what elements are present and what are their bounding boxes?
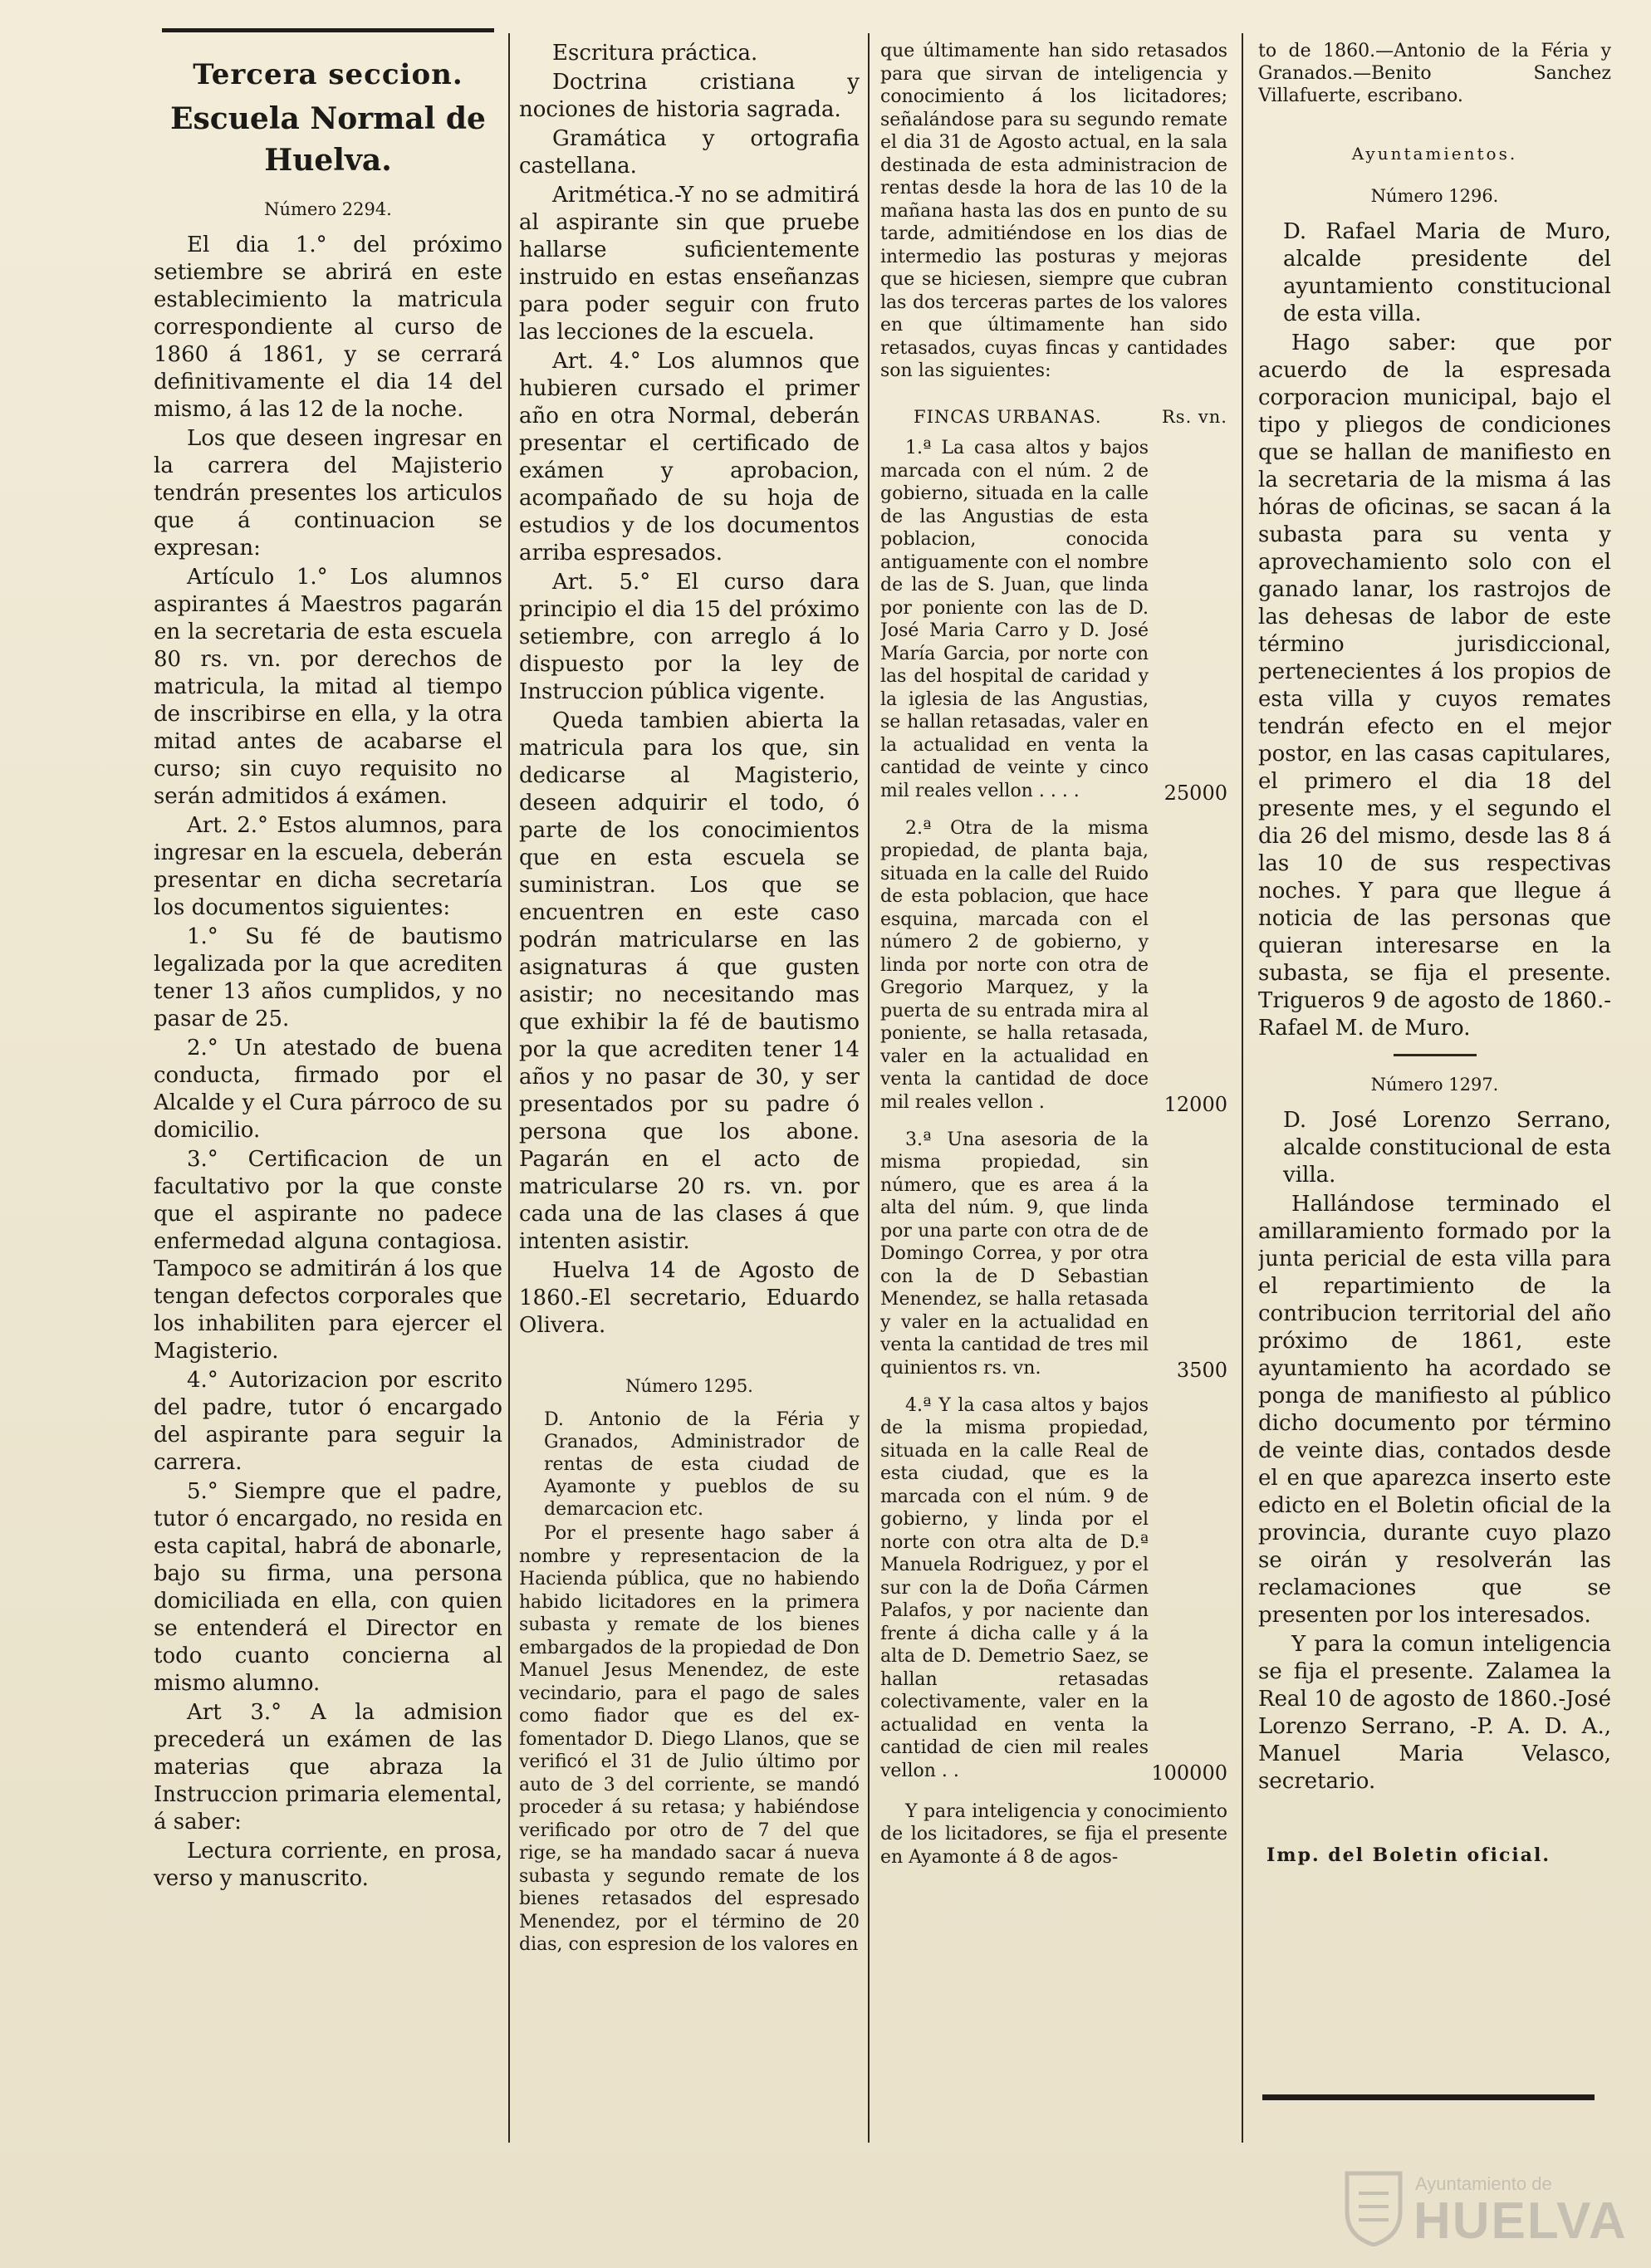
column-1 [154,40,502,2133]
paragraph: Queda tambien abierta la matricula para los que, sin dedicarse al Magisterio, deseen adquirir el todo, ó parte de los conocimientos que en esta escuela se suministran. Los que se encuentren en este caso podrán matricularse en las asignaturas á que gusten asistir; no necesitando mas que exhibir la fé de bautismo por la que acrediten tener 14 años y no pasar de 30, y ser presentados por su padre ó persona que los abone. Pagarán en el acto de matricularse 20 rs. vn. por cada una de las clases á que intenten asistir. [519,708,860,1254]
list-item [880,1129,1227,1383]
column-4 [1258,40,1611,2166]
list-item [880,1394,1227,1785]
paragraph: Por el presente hago saber á nombre y representacion de la Hacienda pública, que no habiendo habido licitadores en la primera subasta y remate de los bienes embargados de la propiedad de Don Manuel Jesus Menendez, de este vecindario, para el pago de sales como fiador que es del ex-fomentador D. Diego Llanos, que se verificó el 31 de Julio último por auto de 3 del corriente, se mandó proceder á su retasa; y habiéndose verificado por otro de 7 del que rige, se ha mandado sacar á nueva subasta y segundo remate de los bienes retasados del espresado Menendez, por el término de 20 dias, con espresion de los valores en [519,1523,860,1955]
paragraph: que últimamente han sido retasados para que sirvan de inteligencia y conocimiento á los licitadores; señalándose para su segundo remate el dia 31 de Agosto actual, en la sala destinada de esta administracion de rentas desde la hora de las 10 de la mañana hasta las dos en punto de su tarde, admitiéndose en los dias de intermedio las posturas y mejoras que se hiciesen, siempre que cubran las dos terceras partes de los valores en que últimamente han sido retasados, cuyas fincas y cantidades son las siguientes: [880,41,1227,381]
school-title: Escuela Normal de Huelva. [170,101,486,178]
notice-number: Número 1296. [1370,186,1499,206]
paragraph: Artículo 1.° Los alumnos aspirantes á Maestros pagarán en la secretaria de esta escuela 80 rs. vn. por derechos de matricula, la mitad al tiempo de inscribirse en ella, y la otra mitad antes de acabarse el curso; sin cuyo requisito no serán admitidos á exámen. [154,565,502,809]
paragraph: Hago saber: que por acuerdo de la espresada corporacion municipal, bajo el tipo y pliegos de condiciones que se hallan de manifiesto en la secretaria de la misma á las hóras de oficinas, se sacan á la subasta para su venta y aprovechamiento solo con el ganado lanar, los rastrojos de las dehesas de labor de este término jurisdiccional, pertenecientes á los propios de esta villa y cuyos remates tendrán efecto en el mejor postor, en las casas capitulares, el primero el dia 18 del presente mes, y el segundo el dia 26 del mismo, desde las 8 á las 10 de sus respectivas noches. Y para que llegue á noticia de las personas que quieran interesarse en la subasta, se fija el presente. Trigueros 9 de agosto de 1860.-Rafael M. de Muro. [1258,331,1611,1041]
finca-value: 25000 [1164,781,1227,805]
paragraph: El dia 1.° del próximo setiembre se abrirá en este establecimiento la matricula correspondiente al curso de 1860 á 1861, y se cerrará definitivamente el dia 14 del mismo, á las 12 de la noche. [154,233,502,422]
paragraph: 3.° Certificacion de un facultativo por la que conste que el aspirante no padece enfermedad alguna contagiosa. Tampoco se admitirán á los que tengan defectos corporales que los inhabiliten para ejercer el Magisterio. [154,1147,502,1364]
paragraph: Huelva 14 de Agosto de 1860.-El secretario, Eduardo Olivera. [519,1258,860,1338]
watermark-title: HUELVA [1413,2192,1628,2250]
column-rule-2 [868,33,870,2143]
notice-number: Número 1297. [1370,1075,1499,1095]
finca-value: 100000 [1151,1761,1227,1785]
column-3 [880,40,1227,2166]
list-item [880,437,1227,806]
list-item [880,817,1227,1117]
paragraph: Art. 4.° Los alumnos que hubieren cursado el primer año en otra Normal, deberán presentar el certificado de exámen y aprobacion, acompañado de su hoja de estudios y de los documentos arriba espresados. [519,349,860,566]
separator-rule [1394,1054,1477,1056]
paragraph: Art 3.° A la admision precederá un exámen de las materias que abraza la Instruccion primaria elemental, á saber: [154,1700,502,1834]
finca-value: 12000 [1164,1093,1227,1116]
section-title: Ayuntamientos. [1351,144,1518,164]
column-rule-1 [508,33,510,2143]
notice-heading: D. Antonio de la Féria y Granados, Administrador de rentas de esta ciudad de Ayamonte y pueblos de su demarcacion etc. [544,1409,860,1520]
paragraph: Art. 5.° El curso dara principio el dia 15 del próximo setiembre, con arreglo á lo dispuesto por la ley de Instruccion pública vigente. [519,570,860,704]
paragraph: Gramática y ortografia castellana. [519,126,860,179]
paragraph: Y para la comun inteligencia se fija el presente. Zalamea la Real 10 de agosto de 1860.-José Lorenzo Serrano, -P. A. D. A., Manuel Maria Velasco, secretario. [1258,1632,1611,1794]
paragraph: 5.° Siempre que el padre, tutor ó encargado, no resida en esta capital, habrá de abonarle, bajo su firma, una persona domiciliada en ella, con quien se entenderá el Director en todo cuanto concierna al mismo alumno. [154,1479,502,1696]
finca-text: 1.ª La casa altos y bajos marcada con el núm. 2 de gobierno, situada en la calle de las Angustias de esta poblacion, conocida antiguamente con el nombre de las de S. Juan, que linda por poniente con las de D. José Maria Carro y D. José María Garcia, por norte con las del hospital de caridad y la iglesia de las Angustias, se hallan retasadas, valer en la actualidad en venta la cantidad de veinte y cinco mil reales vellon . . . . [880,438,1149,801]
paragraph: Escritura práctica. [552,41,758,66]
finca-value: 3500 [1176,1359,1227,1382]
crest-icon [1340,2170,1407,2246]
paragraph: Aritmética.-Y no se admitirá al aspirante sin que pruebe hallarse suficientemente instruido en estas enseñanzas para poder seguir con fruto las lecciones de la escuela. [519,183,860,345]
column-2 [519,40,860,2149]
notice-heading: D. Rafael Maria de Muro, alcalde presidente del ayuntamiento constitucional de esta villa. [1283,219,1611,326]
paragraph: Y para inteligencia y conocimiento de los licitadores, se fija el presente en Ayamonte á 8 de agos- [880,1800,1227,1868]
finca-text: 3.ª Una asesoria de la misma propiedad, sin número, que es area á la alta del núm. 9, que linda por una parte con otra de de Domingo Correa, y por otra con la de D Sebastian Menendez, se halla retasada y valer en la actualidad en venta la cantidad de tres mil quinientos rs. vn. [880,1129,1149,1379]
notice-number: Número 2294. [264,199,392,219]
fincas-header [880,406,1227,429]
paragraph: 2.° Un atestado de buena conducta, firmado por el Alcalde y el Cura párroco de su domicilio. [154,1036,502,1143]
paragraph: Lectura corriente, en prosa, verso y manuscrito. [154,1839,502,1891]
paragraph: 1.° Su fé de bautismo legalizada por la que acrediten tener 13 años cumplidos, y no pasar de 25. [154,924,502,1031]
fincas-title: FINCAS URBANAS. [914,406,1102,427]
paragraph: Hallándose terminado el amillaramiento formado por la junta pericial de esta villa para el repartimiento de la contribucion territorial del año próximo de 1861, este ayuntamiento ha acordado se ponga de manifiesto al público dicho documento por término de veinte dias, contados desde el en que aparezca inserto este edicto en el Boletin oficial de la provincia, durante cuyo plazo se oirán y resolverán las reclamaciones que se presenten por los interesados. [1258,1192,1611,1628]
paragraph: Los que deseen ingresar en la carrera del Majisterio tendrán presentes los articulos que á continuacion se expresan: [154,426,502,561]
watermark-logo [1324,2162,1631,2253]
column-rule-3 [1242,33,1243,2143]
finca-text: 4.ª Y la casa altos y bajos de la misma propiedad, situada en la calle Real de esta ciudad, que es la marcada con el núm. 9 de gobierno, y linda por el norte con otra alta de D.ª Manuela Rodriguez, y por el sur con la de Doña Cármen Palafos, y por naciente dan frente á dicha calle y á la alta de D. Demetrio Saez, se hallan retasadas colectivamente, valer en la actualidad en venta la cantidad de cien mil reales vellon . . [880,1394,1149,1781]
paragraph: to de 1860.—Antonio de la Féria y Granados.—Benito Sanchez Villafuerte, escribano. [1258,41,1611,106]
section-title: Tercera seccion. [193,58,463,91]
paragraph: 4.° Autorizacion por escrito del padre, tutor ó encargado del aspirante para seguir la carrera. [154,1368,502,1475]
notice-number: Número 1295. [625,1376,753,1396]
watermark-subtitle: Ayuntamiento de [1415,2173,1552,2194]
notice-heading: D. José Lorenzo Serrano, alcalde constitucional de esta villa. [1283,1108,1611,1188]
fincas-unit: Rs. vn. [1161,406,1227,427]
finca-text: 2.ª Otra de la misma propiedad, de planta baja, situada en la calle del Ruido de esta poblacion, que hace esquina, marcada con el número 2 de gobierno, y linda por norte con otra de Gregorio Marquez, y la puerta de su entrada mira al poniente, se halla retasada, valer en la actualidad en venta la cantidad de doce mil reales vellon . [880,817,1149,1113]
paragraph: Art. 2.° Estos alumnos, para ingresar en la escuela, deberán presentar en dicha secretaría los documentos siguientes: [154,813,502,920]
imprint: Imp. del Boletin oficial. [1266,1844,1551,1866]
paragraph: Doctrina cristiana y nociones de historia sagrada. [519,70,860,122]
top-rule [162,28,494,32]
